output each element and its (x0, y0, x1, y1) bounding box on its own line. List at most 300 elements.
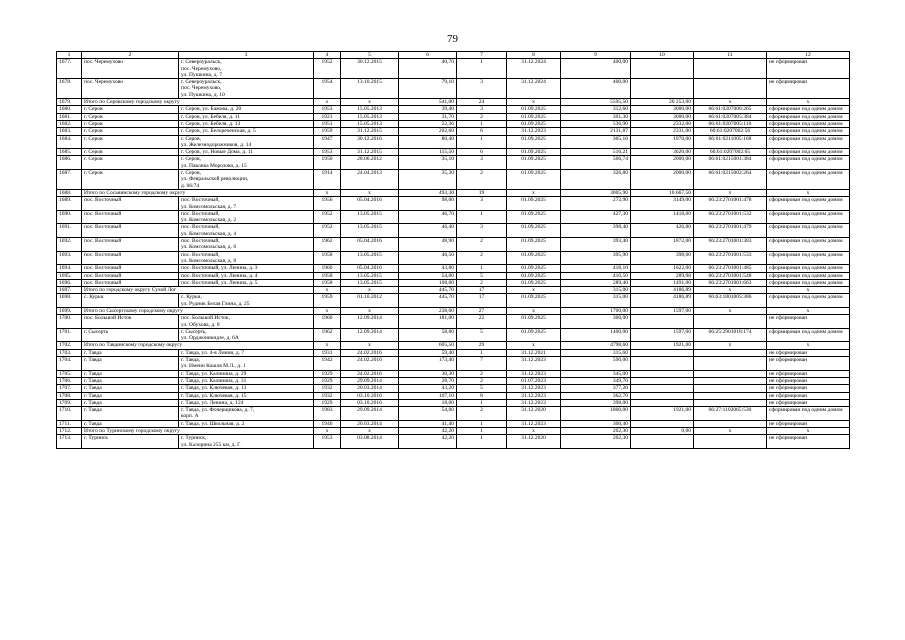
cell-col-12: сформирован под одним домом (767, 407, 850, 421)
cell-col-1: 1677. (57, 59, 82, 79)
total-cell-10: x (694, 287, 767, 294)
table-row (57, 328, 850, 342)
total-cell-9: 10 667,50 (631, 189, 694, 196)
cell-col-1: 1710. (57, 407, 82, 421)
table-row (57, 377, 850, 384)
cell-col-9: 1400,00 (561, 328, 631, 342)
cell-col-9: 506,74 (561, 156, 631, 170)
cell-col-8: 01.09.2025 (507, 294, 561, 308)
cell-col-3: пос. Восточный, ул. Комсомольская, д. 6 (179, 238, 314, 252)
cell-col-11: 66:23:2701001:548 (694, 272, 767, 279)
table-row (57, 407, 850, 421)
cell-col-4: 1960 (314, 315, 341, 329)
cell-col-5: 30.12.2016 (341, 135, 399, 149)
total-cell-4: x (341, 307, 399, 314)
cell-col-3: г. Североуральск, пос. Черемухово, ул. Пушкина, д. 7 (179, 59, 314, 79)
cell-col-8: 01.09.2025 (507, 113, 561, 120)
cell-col-9: 393,40 (561, 238, 631, 252)
cell-col-10: 398,60 (631, 251, 694, 265)
cell-col-7: 5 (457, 385, 507, 392)
cell-col-7: 6 (457, 128, 507, 135)
cell-col-1: 1705. (57, 370, 82, 377)
cell-col-12: не сформирован (767, 385, 850, 392)
cell-col-12: не сформирован (767, 370, 850, 377)
cell-col-7: 1 (457, 210, 507, 224)
cell-col-5: 15.05.2013 (341, 113, 399, 120)
cell-col-5: 20.03.2014 (341, 420, 399, 427)
cell-col-12: не сформирован (767, 59, 850, 79)
cell-col-1: 1681. (57, 113, 82, 120)
total-cell-8: 3005,90 (561, 189, 631, 196)
cell-col-12: сформирован под одним домом (767, 224, 850, 238)
cell-col-7: 8 (457, 392, 507, 399)
cell-col-10: 2332,00 (631, 120, 694, 127)
cell-col-1: 1708. (57, 392, 82, 399)
total-cell-9: 0,00 (631, 428, 694, 435)
cell-col-5: 29.09.2014 (341, 407, 399, 421)
total-cell-1: 1702. (57, 342, 82, 349)
cell-col-6: 98,00 (399, 197, 457, 211)
column-number-2: 2 (82, 52, 179, 59)
cell-col-5: 28.06.2012 (341, 156, 399, 170)
cell-col-5: 13.10.2015 (341, 79, 399, 99)
cell-col-3: г. Серов, ул. Февральской революции, д. 66/74 (179, 170, 314, 190)
total-row (57, 99, 850, 106)
cell-col-12: не сформирован (767, 399, 850, 406)
cell-col-7: 2 (457, 279, 507, 286)
cell-col-10 (631, 59, 694, 79)
cell-col-4: 1953 (314, 435, 341, 449)
cell-col-11: 66:61:0207005:110 (694, 120, 767, 127)
total-cell-9: 1597,00 (631, 307, 694, 314)
cell-col-11: 66:27:1102065:530 (694, 407, 767, 421)
cell-col-8: 01.09.2025 (507, 135, 561, 149)
table-row (57, 106, 850, 113)
cell-col-8: 31.12.2024 (507, 59, 561, 79)
cell-col-5: 01.10.2012 (341, 294, 399, 308)
cell-col-10: 3000,00 (631, 106, 694, 113)
cell-col-3: г. Тавда, ул. Калинина, д. 31 (179, 377, 314, 384)
total-cell-5: 605,50 (399, 342, 457, 349)
cell-col-3: пос. Восточный, ул. Ленина, д. 3 (179, 265, 314, 272)
cell-col-3: г. Тавда, ул. Фочерщикова, д. 7, корп. А (179, 407, 314, 421)
cell-col-3: г. Тавда, ул. Школьная, д. 2 (179, 420, 314, 427)
cell-col-6: 39,40 (399, 106, 457, 113)
cell-col-12: сформирован под одним домом (767, 113, 850, 120)
table-row (57, 349, 850, 356)
cell-col-4: 1956 (314, 197, 341, 211)
cell-col-3: г. Серов, ул. Бебеля, д. 11 (179, 113, 314, 120)
cell-col-4: 1932 (314, 385, 341, 392)
cell-col-1: 1706. (57, 377, 82, 384)
cell-col-9: 2131,87 (561, 128, 631, 135)
total-cell-2: Итого по Туринскому городскому округу (82, 428, 314, 435)
cell-col-1: 1695. (57, 272, 82, 279)
cell-col-12: сформирован под одним домом (767, 251, 850, 265)
cell-col-6: 18,00 (399, 399, 457, 406)
total-cell-7: x (507, 428, 561, 435)
table-row (57, 370, 850, 377)
cell-col-10: 1418,00 (631, 210, 694, 224)
cell-col-2: г. Серов (82, 135, 179, 149)
cell-col-6: 54,00 (399, 272, 457, 279)
table-body (57, 52, 850, 449)
total-cell-2: Итого по Тавдинскому городскому округу (82, 342, 314, 349)
cell-col-4: 1962 (314, 238, 341, 252)
cell-col-4: 1929 (314, 399, 341, 406)
total-row (57, 342, 850, 349)
cell-col-7: 22 (457, 315, 507, 329)
cell-col-11 (694, 399, 767, 406)
cell-col-11: 66:61:0207002:65 (694, 149, 767, 156)
column-number-5: 5 (341, 52, 399, 59)
cell-col-5: 29.09.2014 (341, 377, 399, 384)
cell-col-12: сформирован под одним домом (767, 170, 850, 190)
cell-col-1: 1682. (57, 120, 82, 127)
cell-col-1: 1704. (57, 357, 82, 371)
cell-col-10 (631, 392, 694, 399)
cell-col-3: г. Тавда, ул. Ключевая, д. 13 (179, 385, 314, 392)
cell-col-9: 365,16 (561, 135, 631, 149)
cell-col-4: 1983 (314, 407, 341, 421)
cell-col-11: 66:23:2701001:485 (694, 265, 767, 272)
cell-col-12: не сформирован (767, 315, 850, 329)
table-row (57, 120, 850, 127)
cell-col-2: с. Курьи (82, 294, 179, 308)
total-cell-2: Итого по городскому округу Сухой Лог (82, 287, 314, 294)
cell-col-10: 3000,00 (631, 113, 694, 120)
cell-col-7: 2 (457, 407, 507, 421)
cell-col-7: 2 (457, 113, 507, 120)
cell-col-8: 01.09.2025 (507, 328, 561, 342)
cell-col-7: 1 (457, 349, 507, 356)
cell-col-12: сформирован под одним домом (767, 120, 850, 127)
cell-col-5: 12.09.2014 (341, 328, 399, 342)
cell-col-12: сформирован под одним домом (767, 210, 850, 224)
cell-col-7: 3 (457, 197, 507, 211)
total-cell-7: x (507, 99, 561, 106)
cell-col-3: г. Серов, ул. Бебеля, д. 13 (179, 120, 314, 127)
total-cell-10: x (694, 189, 767, 196)
cell-col-4: 1952 (314, 224, 341, 238)
cell-col-4: 1960 (314, 265, 341, 272)
total-cell-11: x (767, 428, 850, 435)
cell-col-12: сформирован под одним домом (767, 156, 850, 170)
total-cell-3: x (314, 307, 341, 314)
cell-col-12: сформирован под одним домом (767, 272, 850, 279)
cell-col-2: г. Тавда (82, 349, 179, 356)
cell-col-8: 31.12.2023 (507, 385, 561, 392)
column-number-10: 10 (631, 52, 694, 59)
cell-col-11 (694, 385, 767, 392)
cell-col-12: сформирован под одним домом (767, 197, 850, 211)
cell-col-2: пос. Восточный (82, 251, 179, 265)
cell-col-8: 01.09.2025 (507, 210, 561, 224)
cell-col-10: 1597,00 (631, 328, 694, 342)
table-row (57, 265, 850, 272)
cell-col-6: 22,36 (399, 120, 457, 127)
cell-col-5: 13.05.2015 (341, 272, 399, 279)
cell-col-4: 1962 (314, 328, 341, 342)
cell-col-9: 400,00 (561, 59, 631, 79)
table-row (57, 113, 850, 120)
cell-col-10: 4186,89 (631, 294, 694, 308)
cell-col-2: г. Серов (82, 113, 179, 120)
total-cell-6: 29 (457, 342, 507, 349)
cell-col-11 (694, 315, 767, 329)
cell-col-5: 13.05.2015 (341, 279, 399, 286)
cell-col-8: 01.09.2025 (507, 238, 561, 252)
cell-col-2: пос. Восточный (82, 197, 179, 211)
cell-col-12: сформирован под одним домом (767, 279, 850, 286)
cell-col-8: 01.07.2023 (507, 377, 561, 384)
cell-col-3: г. Серов, ул. Белореченская, д. 5 (179, 128, 314, 135)
cell-col-11: 66:23:2701001:478 (694, 197, 767, 211)
cell-col-5: 12.09.2014 (341, 315, 399, 329)
table-row (57, 435, 850, 449)
cell-col-3: г. Тавда, ул. Имени Кошля М.Л., д. 1 (179, 357, 314, 371)
cell-col-4: 1931 (314, 349, 341, 356)
cell-col-11: 66:61:0207002:56 (694, 128, 767, 135)
cell-col-2: пос. Восточный (82, 272, 179, 279)
cell-col-11: 66:61:0215001:384 (694, 156, 767, 170)
cell-col-3: пос. Восточный, ул. Комсомольская, д. 2 (179, 210, 314, 224)
cell-col-6: 31,70 (399, 113, 457, 120)
cell-col-10: 1921,00 (631, 407, 694, 421)
cell-col-5: 31.12.2015 (341, 149, 399, 156)
cell-col-12: не сформирован (767, 420, 850, 427)
cell-col-1: 1686. (57, 156, 82, 170)
cell-col-9: 398,00 (561, 399, 631, 406)
cell-col-7: 1 (457, 135, 507, 149)
total-cell-10: x (694, 342, 767, 349)
cell-col-5: 24.04.2013 (341, 170, 399, 190)
total-cell-9: 1921,00 (631, 342, 694, 349)
cell-col-10: 289,98 (631, 272, 694, 279)
column-number-3: 3 (179, 52, 314, 59)
cell-col-10: 1872,00 (631, 238, 694, 252)
cell-col-10 (631, 315, 694, 329)
cell-col-11: 66:61:0207005:384 (694, 113, 767, 120)
cell-col-6: 202,60 (399, 128, 457, 135)
cell-col-11: 66:23:2701001:533 (694, 251, 767, 265)
total-cell-10: x (694, 428, 767, 435)
cell-col-2: г. Тавда (82, 407, 179, 421)
table-row (57, 149, 850, 156)
cell-col-2: г. Тавда (82, 420, 179, 427)
table-row (57, 128, 850, 135)
cell-col-10 (631, 435, 694, 449)
cell-col-5: 30.12.2015 (341, 59, 399, 79)
total-cell-1: 1688. (57, 189, 82, 196)
cell-col-8: 31.12.2023 (507, 420, 561, 427)
cell-col-10 (631, 370, 694, 377)
total-cell-11: x (767, 307, 850, 314)
cell-col-8: 01.09.2025 (507, 315, 561, 329)
total-cell-10: x (694, 307, 767, 314)
cell-col-10: 3149,00 (631, 197, 694, 211)
cell-col-2: г. Туринск (82, 435, 179, 449)
cell-col-5: 13.05.2015 (341, 224, 399, 238)
total-cell-8: 315,00 (561, 287, 631, 294)
cell-col-5: 03.10.2016 (341, 399, 399, 406)
cell-col-2: г. Тавда (82, 392, 179, 399)
cell-col-1: 1680. (57, 106, 82, 113)
cell-col-10 (631, 357, 694, 371)
total-cell-7: x (507, 307, 561, 314)
cell-col-6: 28,70 (399, 377, 457, 384)
cell-col-11 (694, 435, 767, 449)
total-cell-1: 1712. (57, 428, 82, 435)
cell-col-8: 01.09.2025 (507, 197, 561, 211)
total-cell-6: 17 (457, 287, 507, 294)
cell-col-12: сформирован под одним домом (767, 149, 850, 156)
cell-col-10 (631, 385, 694, 392)
cell-col-1: 1678. (57, 79, 82, 99)
cell-col-6: 46,40 (399, 224, 457, 238)
table-row (57, 210, 850, 224)
cell-col-6: 181,00 (399, 315, 457, 329)
total-cell-8: 202,30 (561, 428, 631, 435)
table-row (57, 392, 850, 399)
cell-col-5: 05.04.2016 (341, 238, 399, 252)
cell-col-1: 1693. (57, 251, 82, 265)
cell-col-5: 13.05.2015 (341, 210, 399, 224)
total-row (57, 428, 850, 435)
column-number-row (57, 52, 850, 59)
cell-col-1: 1689. (57, 197, 82, 211)
cell-col-7: 2 (457, 377, 507, 384)
cell-col-1: 1709. (57, 399, 82, 406)
total-cell-8: 1700,00 (561, 307, 631, 314)
cell-col-7: 3 (457, 156, 507, 170)
cell-col-7: 7 (457, 357, 507, 371)
cell-col-1: 1698. (57, 294, 82, 308)
total-cell-2: Итого по Сосьвинскому городскому округу (82, 189, 314, 196)
cell-col-8: 01.09.2025 (507, 279, 561, 286)
cell-col-8: 01.09.2025 (507, 156, 561, 170)
cell-col-5: 24.02.2016 (341, 357, 399, 371)
column-number-9: 9 (561, 52, 631, 59)
cell-col-10: 2000,00 (631, 170, 694, 190)
cell-col-6: 35,30 (399, 170, 457, 190)
cell-col-7: 1 (457, 399, 507, 406)
cell-col-6: 445,70 (399, 294, 457, 308)
cell-col-5: 31.12.2015 (341, 128, 399, 135)
cell-col-7: 1 (457, 59, 507, 79)
cell-col-1: 1687. (57, 170, 82, 190)
column-number-12: 12 (767, 52, 850, 59)
cell-col-9: 312,60 (561, 106, 631, 113)
table-row (57, 294, 850, 308)
total-cell-11: x (767, 287, 850, 294)
column-number-7: 7 (457, 52, 507, 59)
cell-col-1: 1683. (57, 128, 82, 135)
cell-col-6: 43,20 (399, 385, 457, 392)
cell-col-10: 1622,00 (631, 265, 694, 272)
cell-col-7: 3 (457, 106, 507, 113)
cell-col-5: 05.04.2016 (341, 265, 399, 272)
cell-col-10: 426,80 (631, 224, 694, 238)
cell-col-3: г. Тавда, ул. 4-я Линия, д. 7 (179, 349, 314, 356)
cell-col-8: 31.12.2023 (507, 399, 561, 406)
cell-col-12: сформирован под одним домом (767, 238, 850, 252)
cell-col-3: пос. Восточный, ул. Ленина, д. 5 (179, 279, 314, 286)
table-row (57, 197, 850, 211)
cell-col-11 (694, 349, 767, 356)
cell-col-8: 01.09.2025 (507, 149, 561, 156)
total-row (57, 287, 850, 294)
cell-col-11: 66:23:2701001:663 (694, 279, 767, 286)
cell-col-8: 31.12.2023 (507, 370, 561, 377)
cell-col-1: 1694. (57, 265, 82, 272)
cell-col-2: г. Тавда (82, 385, 179, 392)
cell-col-5: 15.05.2013 (341, 120, 399, 127)
cell-col-9: 516,21 (561, 149, 631, 156)
cell-col-4: 1954 (314, 79, 341, 99)
cell-col-9: 1800,00 (561, 407, 631, 421)
cell-col-3: пос. Восточный, ул. Комсомольская, д. 7 (179, 197, 314, 211)
cell-col-2: пос. Черемухово (82, 59, 179, 79)
cell-col-12: сформирован под одним домом (767, 294, 850, 308)
cell-col-6: 108,00 (399, 279, 457, 286)
total-cell-6: 27 (457, 307, 507, 314)
cell-col-3: г. Тавда, ул. Ключевая, д. 15 (179, 392, 314, 399)
table-row (57, 170, 850, 190)
cell-col-11: 66:23:2701001:383 (694, 238, 767, 252)
cell-col-7: 1 (457, 420, 507, 427)
cell-col-11: 66:23:2701001:532 (694, 210, 767, 224)
total-cell-9: 4186,89 (631, 287, 694, 294)
cell-col-2: пос. Черемухово (82, 79, 179, 99)
total-cell-11: x (767, 99, 850, 106)
cell-col-10 (631, 79, 694, 99)
cell-col-11: 66:61:0211005:168 (694, 135, 767, 149)
column-number-6: 6 (399, 52, 457, 59)
table-row (57, 357, 850, 371)
cell-col-4: 1958 (314, 272, 341, 279)
total-cell-3: x (314, 342, 341, 349)
page-number: 79 (447, 33, 458, 45)
cell-col-5: 03.10.2016 (341, 392, 399, 399)
cell-col-9: 427,30 (561, 210, 631, 224)
cell-col-4: 1951 (314, 120, 341, 127)
cell-col-6: 115,50 (399, 149, 457, 156)
cell-col-6: 80,40 (399, 135, 457, 149)
table-row (57, 385, 850, 392)
table-row (57, 224, 850, 238)
cell-col-3: г. Серов, ул. Железнодорожников, д. 14 (179, 135, 314, 149)
total-cell-4: x (341, 342, 399, 349)
cell-col-4: 1942 (314, 357, 341, 371)
cell-col-11 (694, 59, 767, 79)
cell-col-2: г. Серов (82, 106, 179, 113)
cell-col-2: пос. Восточный (82, 238, 179, 252)
cell-col-12: сформирован под одним домом (767, 135, 850, 149)
cell-col-8: 31.12.2023 (507, 392, 561, 399)
cell-col-1: 1684. (57, 135, 82, 149)
cell-col-8: 01.09.2025 (507, 265, 561, 272)
cell-col-12: не сформирован (767, 435, 850, 449)
cell-col-7: 3 (457, 79, 507, 99)
total-cell-5: 493,30 (399, 189, 457, 196)
table-row (57, 399, 850, 406)
cell-col-3: пос. Восточный, ул. Ленина, д. 4 (179, 272, 314, 279)
cell-col-2: г. Серов (82, 170, 179, 190)
cell-col-9: 400,00 (561, 79, 631, 99)
cell-col-6: 35,10 (399, 156, 457, 170)
total-cell-7: x (507, 189, 561, 196)
